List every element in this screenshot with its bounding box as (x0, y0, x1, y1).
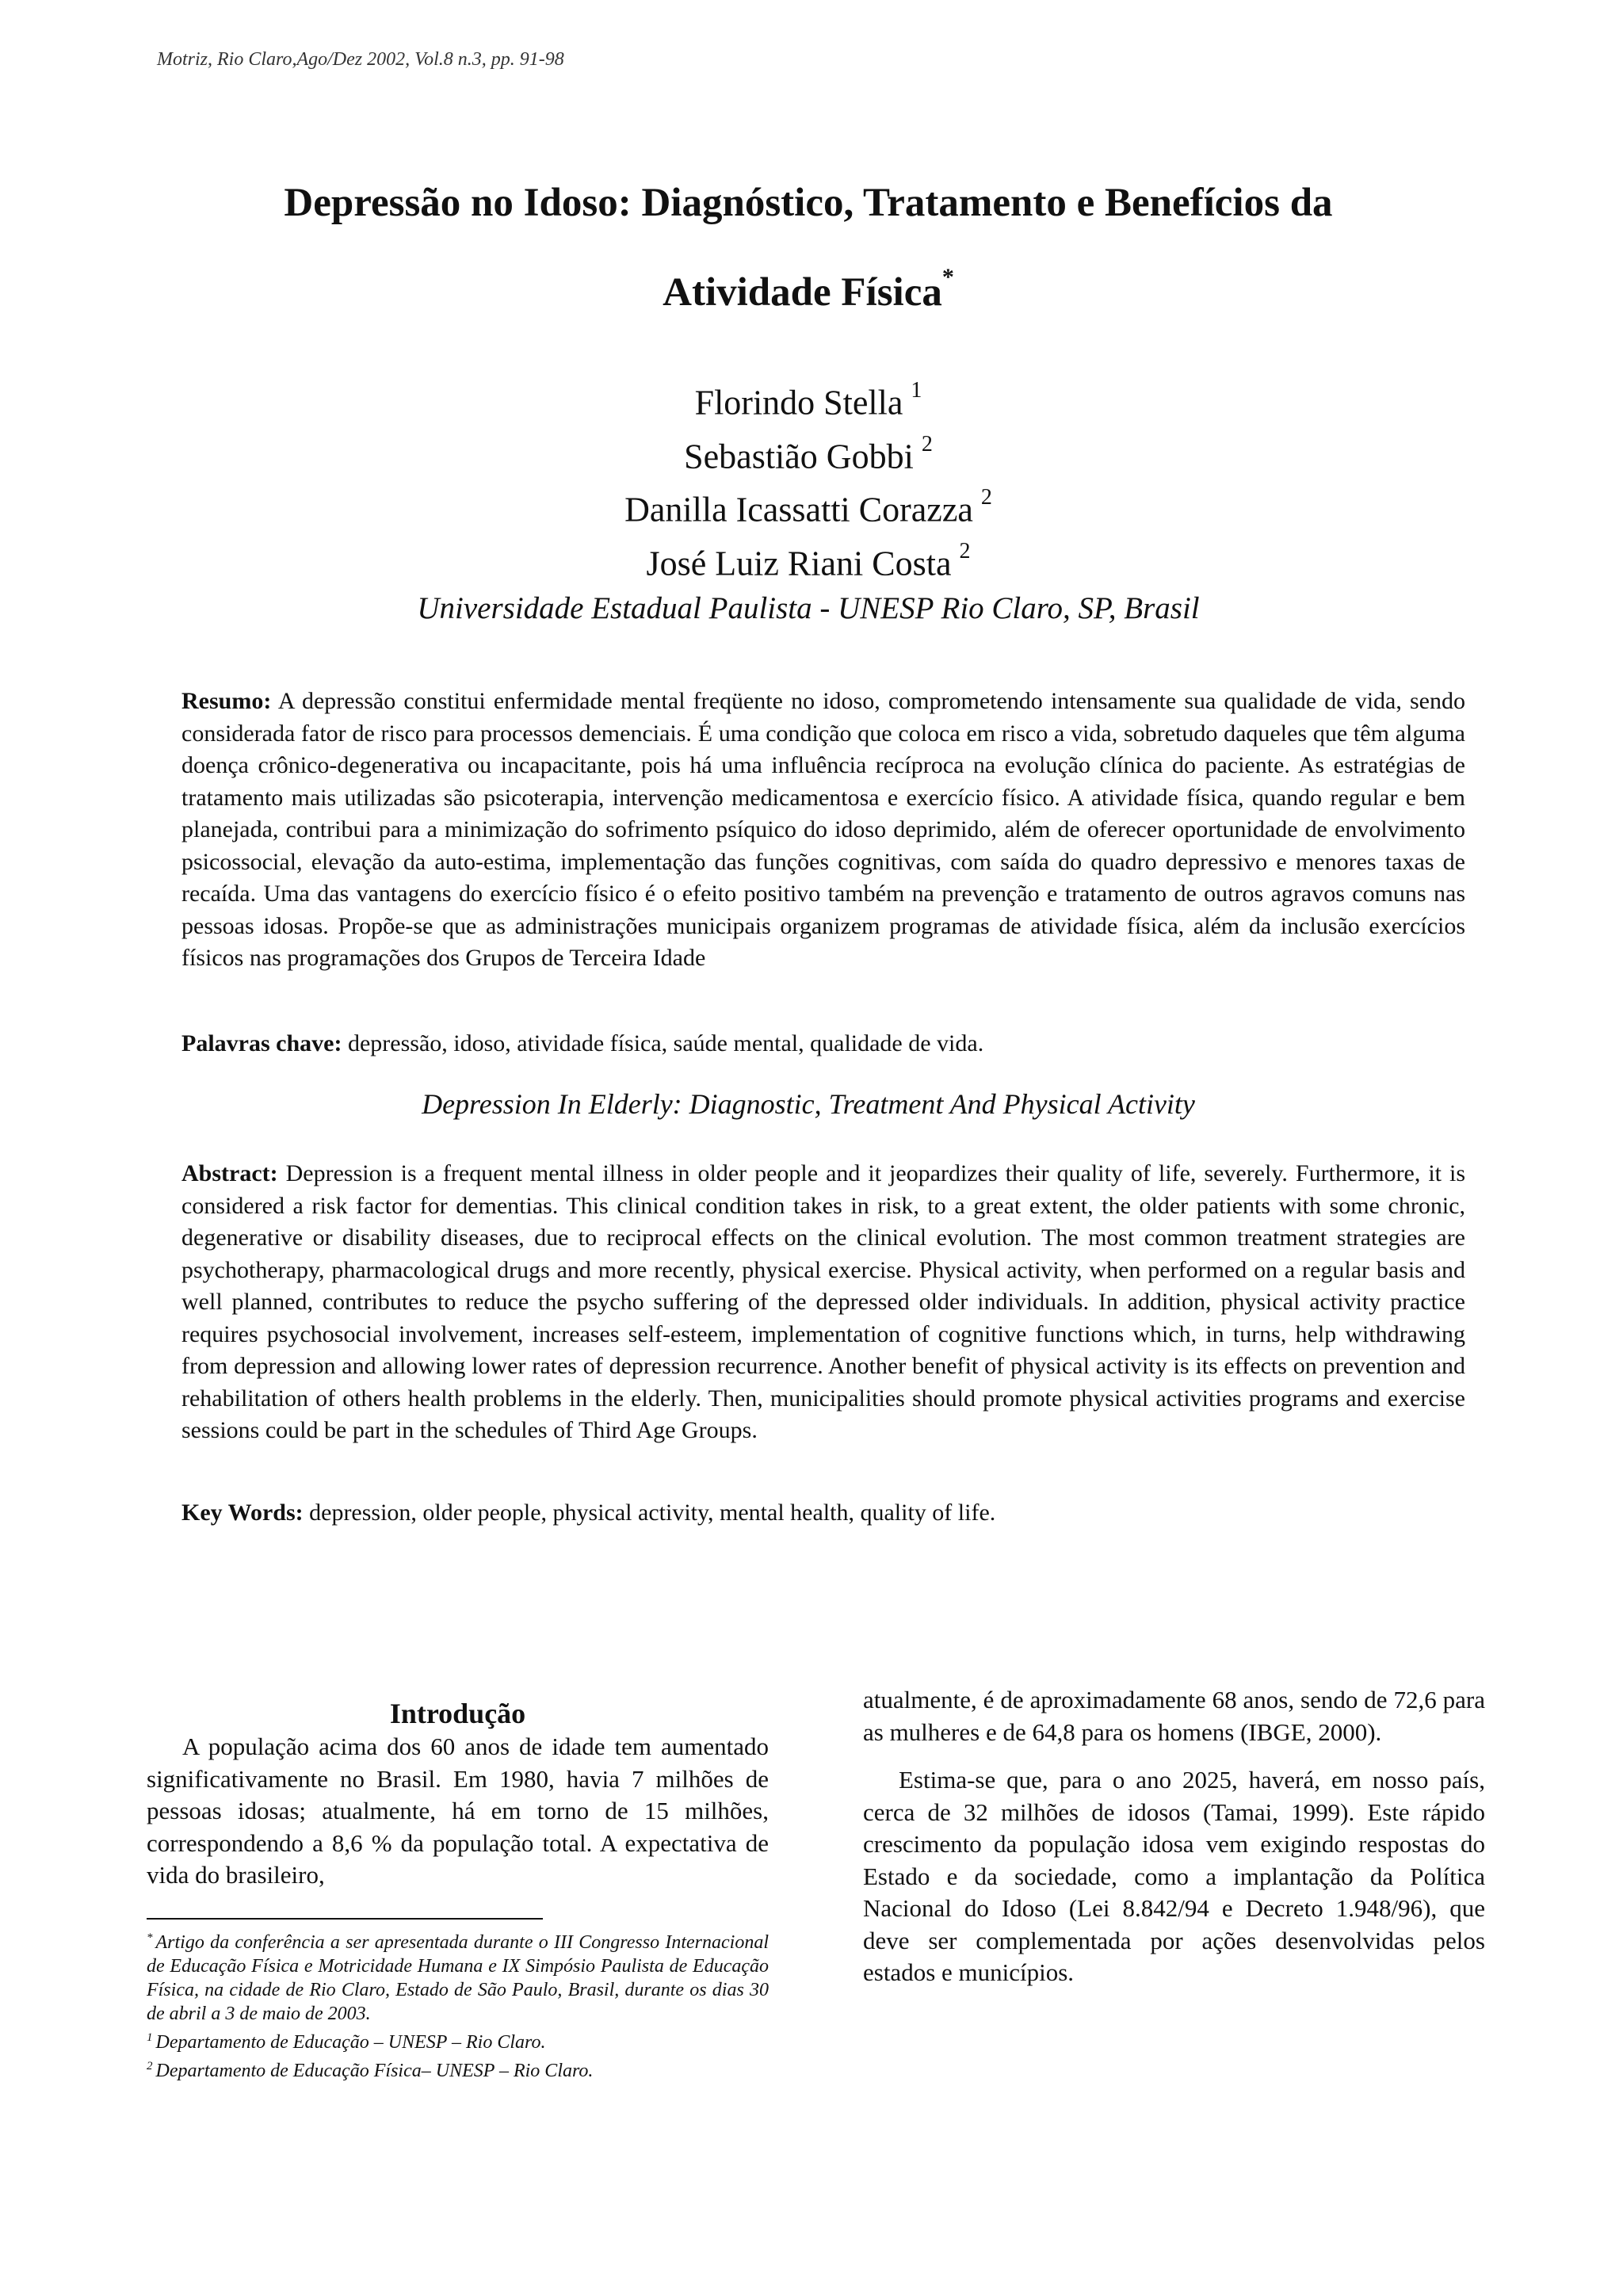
author-affiliation-mark: 1 (911, 378, 922, 403)
key-words-text: depression, older people, physical activity, mental health, quality of life. (309, 1499, 996, 1526)
footnote-text: Artigo da conferência a ser apresentada durante o III Congresso Internacional de Educação Física e Motricidade Humana e IX Simpósio Paulista de Educação Física, na cidade de Rio Claro, Estado de São Paulo, Brasil, durante os dias 30 de abril a 3 de maio de 2003. (147, 1932, 769, 2024)
author-affiliation-mark: 2 (921, 431, 933, 457)
right-column (863, 1684, 1485, 1989)
abstract-label: Abstract: (181, 1160, 278, 1186)
resumo-text: A depressão constitui enfermidade mental freqüente no idoso, comprometendo intensamente sua qualidade de vida, sendo considerada fator de risco para processos demenciais. É uma condição que coloca em risco a vida, sobretudo daqueles que têm alguma doença crônico-degenerativa ou incapacitante, pois há uma influência recíproca na evolução clínica do paciente. As estratégias de tratamento mais utilizadas são psicoterapia, intervenção medicamentosa e exercício físico. A atividade física, quando regular e bem planejada, contribui para a minimização do sofrimento psíquico do idoso deprimido, além de oferecer oportunidade de envolvimento psicossocial, elevação da auto-estima, implementação das funções cognitivas, com saída do quadro depressivo e menores taxas de recaída. Uma das vantagens do exercício físico é o efeito positivo também na prevenção e tratamento de outros agravos comuns nas pessoas idosas. Propõe-se que as administrações municipais organizem programas de atividade física, além da inclusão exercícios físicos nas programações dos Grupos de Terceira Idade (181, 688, 1465, 971)
palavras-chave-text: depressão, idoso, atividade física, saúde mental, qualidade de vida. (347, 1030, 984, 1056)
affiliation: Universidade Estadual Paulista - UNESP Rio Claro, SP, Brasil (417, 591, 1200, 625)
author (475, 479, 1141, 533)
footnote-mark: 1 (147, 2031, 153, 2044)
footnote-divider (147, 1918, 543, 1920)
palavras-chave-label: Palavras chave: (181, 1030, 342, 1056)
author-affiliation-mark: 2 (980, 485, 992, 510)
footnote-text: Departamento de Educação Física– UNESP – Rio Claro. (155, 2061, 594, 2081)
left-column (147, 1696, 769, 1892)
intro-paragraph-3: Estima-se que, para o ano 2025, haverá, em nosso país, cerca de 32 milhões de idosos (Tamai, 1999). Este rápido crescimento da população idosa vem exigindo respostas do Estado e da sociedade, como a implantação da Política Nacional do Idoso (Lei 8.842/94 e Decreto 1.948/96), que deve ser complementada por ações desenvolvidas pelos estados e municípios. (863, 1766, 1485, 1986)
footnote-mark: 2 (147, 2060, 153, 2073)
author-name: Sebastião Gobbi (684, 437, 914, 476)
author (475, 533, 1141, 587)
title-footnote-mark: * (941, 264, 954, 290)
author-affiliation-mark: 2 (959, 538, 971, 563)
palavras-chave (181, 1028, 1465, 1060)
author-name: Danilla Icassatti Corazza (624, 490, 973, 529)
footnote-mark: * (147, 1931, 153, 1944)
abstract-text: Depression is a frequent mental illness in older people and it jeopardizes their quality of life, severely. Furthermore, it is considered a risk factor for dementias. This clinical condition takes in risk, to a great extent, the older patients with some chronic, degenerative or disability diseases, due to reciprocal effects on the clinical evolution. The most common treatment strategies are psychotherapy, pharmacological drugs and more recently, physical exercise. Physical activity, when performed on a regular basis and well planned, contributes to reduce the psycho suffering of the depressed older individuals. In addition, physical activity practice requires psychosocial involvement, increases self-esteem, implementation of cognitive functions which, in turns, help withdrawing from depression and allowing lower rates of depression recurrence. Another benefit of physical activity is its effects on prevention and rehabilitation of others health problems in the elderly. Then, municipalities should promote physical activities programs and exercise sessions could be part in the schedules of Third Age Groups. (181, 1160, 1466, 1443)
intro-paragraph-1: A população acima dos 60 anos de idade tem aumentado significativamente no Brasil. Em 1980, havia 7 milhões de pessoas idosas; atualmente, há em torno de 15 milhões, correspondendo a 8,6 % da população total. A expectativa de vida do brasileiro, (147, 1733, 769, 1889)
key-words (181, 1497, 1465, 1530)
footnotes (147, 1926, 769, 2083)
journal-header: Motriz, Rio Claro,Ago/Dez 2002, Vol.8 n.3, pp. 91-98 (157, 49, 564, 70)
resumo-paragraph (181, 686, 1465, 975)
footnote (147, 1926, 769, 2026)
key-words-label: Key Words: (181, 1499, 304, 1526)
abstract-paragraph (181, 1158, 1465, 1447)
resumo-label: Resumo: (181, 688, 272, 714)
author-name: José Luiz Riani Costa (646, 544, 952, 583)
author (475, 372, 1141, 426)
title-line-2: Atividade Física (663, 270, 942, 315)
author-list (475, 372, 1141, 587)
footnote (147, 2026, 769, 2054)
english-title: Depression In Elderly: Diagnostic, Treatment And Physical Activity (422, 1088, 1195, 1120)
author-name: Florindo Stella (694, 383, 903, 422)
title-line-1: Depressão no Idoso: Diagnóstico, Tratamento e Benefícios da (284, 181, 1333, 225)
intro-heading: Introdução (389, 1698, 526, 1729)
author (475, 426, 1141, 480)
article-title (158, 162, 1458, 333)
footnote (147, 2054, 769, 2083)
intro-paragraph-2: atualmente, é de aproximadamente 68 anos, sendo de 72,6 para as mulheres e de 64,8 para os homens (IBGE, 2000). (863, 1686, 1485, 1746)
footnote-text: Departamento de Educação – UNESP – Rio Claro. (155, 2032, 546, 2053)
